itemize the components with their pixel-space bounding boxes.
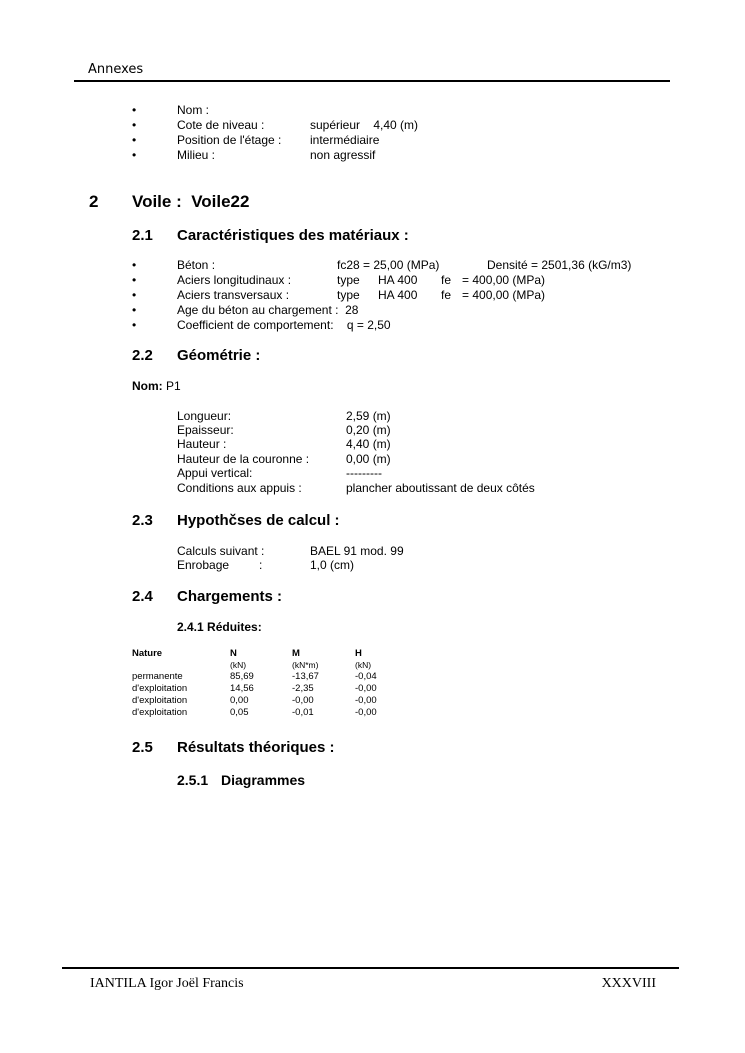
- geometry-value: ---------: [346, 466, 382, 480]
- list-item-label: Aciers transversaux :: [177, 288, 290, 302]
- list-item-value: non agressif: [310, 148, 376, 162]
- bullet-icon: •: [132, 258, 137, 272]
- bullet-icon: •: [132, 103, 137, 117]
- list-item-label: Coefficient de comportement: q = 2,50: [177, 318, 391, 332]
- hypothesis-value: 1,0 (cm): [310, 558, 355, 572]
- table-header-m: M: [292, 648, 300, 659]
- table-unit: (kN*m): [292, 660, 319, 670]
- list-item-label: Milieu :: [177, 148, 216, 162]
- list-item-value: HA 400: [378, 288, 418, 302]
- geometry-value: plancher aboutissant de deux côtés: [346, 481, 535, 495]
- hypothesis-label: Calculs suivant :: [177, 544, 265, 558]
- list-item-value: type: [337, 273, 360, 287]
- list-item-label: Béton :: [177, 258, 216, 272]
- table-unit: (kN): [355, 660, 372, 670]
- subsection-title: Résultats théoriques :: [177, 739, 335, 756]
- table-cell: d'exploitation: [132, 707, 188, 718]
- subsection-title: Caractéristiques des matériaux :: [177, 227, 409, 244]
- element-name: [132, 379, 181, 394]
- subsection-number: 2.5: [132, 739, 153, 756]
- list-item-value: fc28 = 25,00 (MPa): [337, 258, 440, 272]
- page-header-title: Annexes: [88, 62, 144, 77]
- bullet-icon: •: [132, 118, 137, 132]
- table-cell: -0,00: [292, 695, 314, 706]
- hypothesis-value: BAEL 91 mod. 99: [310, 544, 404, 558]
- bullet-icon: •: [132, 303, 137, 317]
- list-item-value: HA 400: [378, 273, 418, 287]
- table-cell: 0,00: [230, 695, 249, 706]
- geometry-label: Hauteur de la couronne :: [177, 452, 310, 466]
- bullet-icon: •: [132, 288, 137, 302]
- table-header-n: N: [230, 648, 237, 659]
- table-cell: 0,05: [230, 707, 249, 718]
- geometry-label: Longueur:: [177, 409, 232, 423]
- subsection-number: 2.3: [132, 512, 153, 529]
- table-cell: -0,00: [355, 707, 377, 718]
- geometry-label: Epaisseur:: [177, 423, 234, 437]
- table-cell: -0,00: [355, 683, 377, 694]
- table-cell: 14,56: [230, 683, 254, 694]
- subsection-number: 2.1: [132, 227, 153, 244]
- table-unit: (kN): [230, 660, 247, 670]
- table-cell: -2,35: [292, 683, 314, 694]
- list-item-value: fe: [441, 288, 452, 302]
- hypothesis-label: Enrobage :: [177, 558, 263, 572]
- list-item-value: fe: [441, 273, 452, 287]
- list-item-label: Position de l'étage :: [177, 133, 282, 147]
- list-item-label: Cote de niveau :: [177, 118, 265, 132]
- geometry-value: 2,59 (m): [346, 409, 391, 423]
- table-header-h: H: [355, 648, 362, 659]
- list-item-label: Aciers longitudinaux :: [177, 273, 292, 287]
- list-item-value: supérieur 4,40 (m): [310, 118, 419, 132]
- table-cell: 85,69: [230, 671, 254, 682]
- footer-author: IANTILA Igor Joël Francis: [90, 976, 244, 991]
- geometry-value: 0,20 (m): [346, 423, 391, 437]
- list-item-label: Age du béton au chargement : 28: [177, 303, 359, 317]
- sub-subsection-title: 2.4.1 Réduites:: [177, 620, 262, 634]
- table-cell: permanente: [132, 671, 183, 682]
- list-item-value: = 400,00 (MPa): [462, 288, 546, 302]
- bullet-icon: •: [132, 318, 137, 332]
- table-header-nature: Nature: [132, 648, 163, 659]
- geometry-label: Appui vertical:: [177, 466, 253, 480]
- geometry-label: Conditions aux appuis :: [177, 481, 302, 495]
- sub-subsection-title: Diagrammes: [221, 772, 306, 788]
- list-item-value: Densité = 2501,36 (kG/m3): [487, 258, 632, 272]
- bullet-icon: •: [132, 148, 137, 162]
- geometry-label: Hauteur :: [177, 437, 227, 451]
- footer-rule: [62, 967, 679, 969]
- list-item-value: type: [337, 288, 360, 302]
- table-cell: -0,01: [292, 707, 314, 718]
- bullet-icon: •: [132, 273, 137, 287]
- geometry-value: 0,00 (m): [346, 452, 391, 466]
- table-cell: -13,67: [292, 671, 319, 682]
- list-item-label: Nom :: [177, 103, 210, 117]
- table-cell: -0,00: [355, 695, 377, 706]
- list-item-value: intermédiaire: [310, 133, 380, 147]
- list-item-value: = 400,00 (MPa): [462, 273, 546, 287]
- bullet-icon: •: [132, 133, 137, 147]
- sub-subsection-number: 2.5.1: [177, 772, 209, 788]
- section-number: 2: [89, 192, 99, 211]
- subsection-number: 2.2: [132, 347, 153, 364]
- subsection-title: Chargements :: [177, 588, 283, 605]
- element-name-value: P1: [166, 379, 181, 393]
- geometry-value: 4,40 (m): [346, 437, 391, 451]
- table-cell: -0,04: [355, 671, 377, 682]
- subsection-title: Hypothčses de calcul :: [177, 512, 340, 529]
- header-rule: [74, 80, 670, 82]
- subsection-title: Géométrie :: [177, 347, 261, 364]
- section-title: Voile : Voile22: [132, 192, 250, 211]
- table-cell: d'exploitation: [132, 683, 188, 694]
- subsection-number: 2.4: [132, 588, 153, 605]
- footer-page-number: XXXVIII: [601, 976, 656, 991]
- table-cell: d'exploitation: [132, 695, 188, 706]
- element-name-label: Nom:: [132, 379, 163, 393]
